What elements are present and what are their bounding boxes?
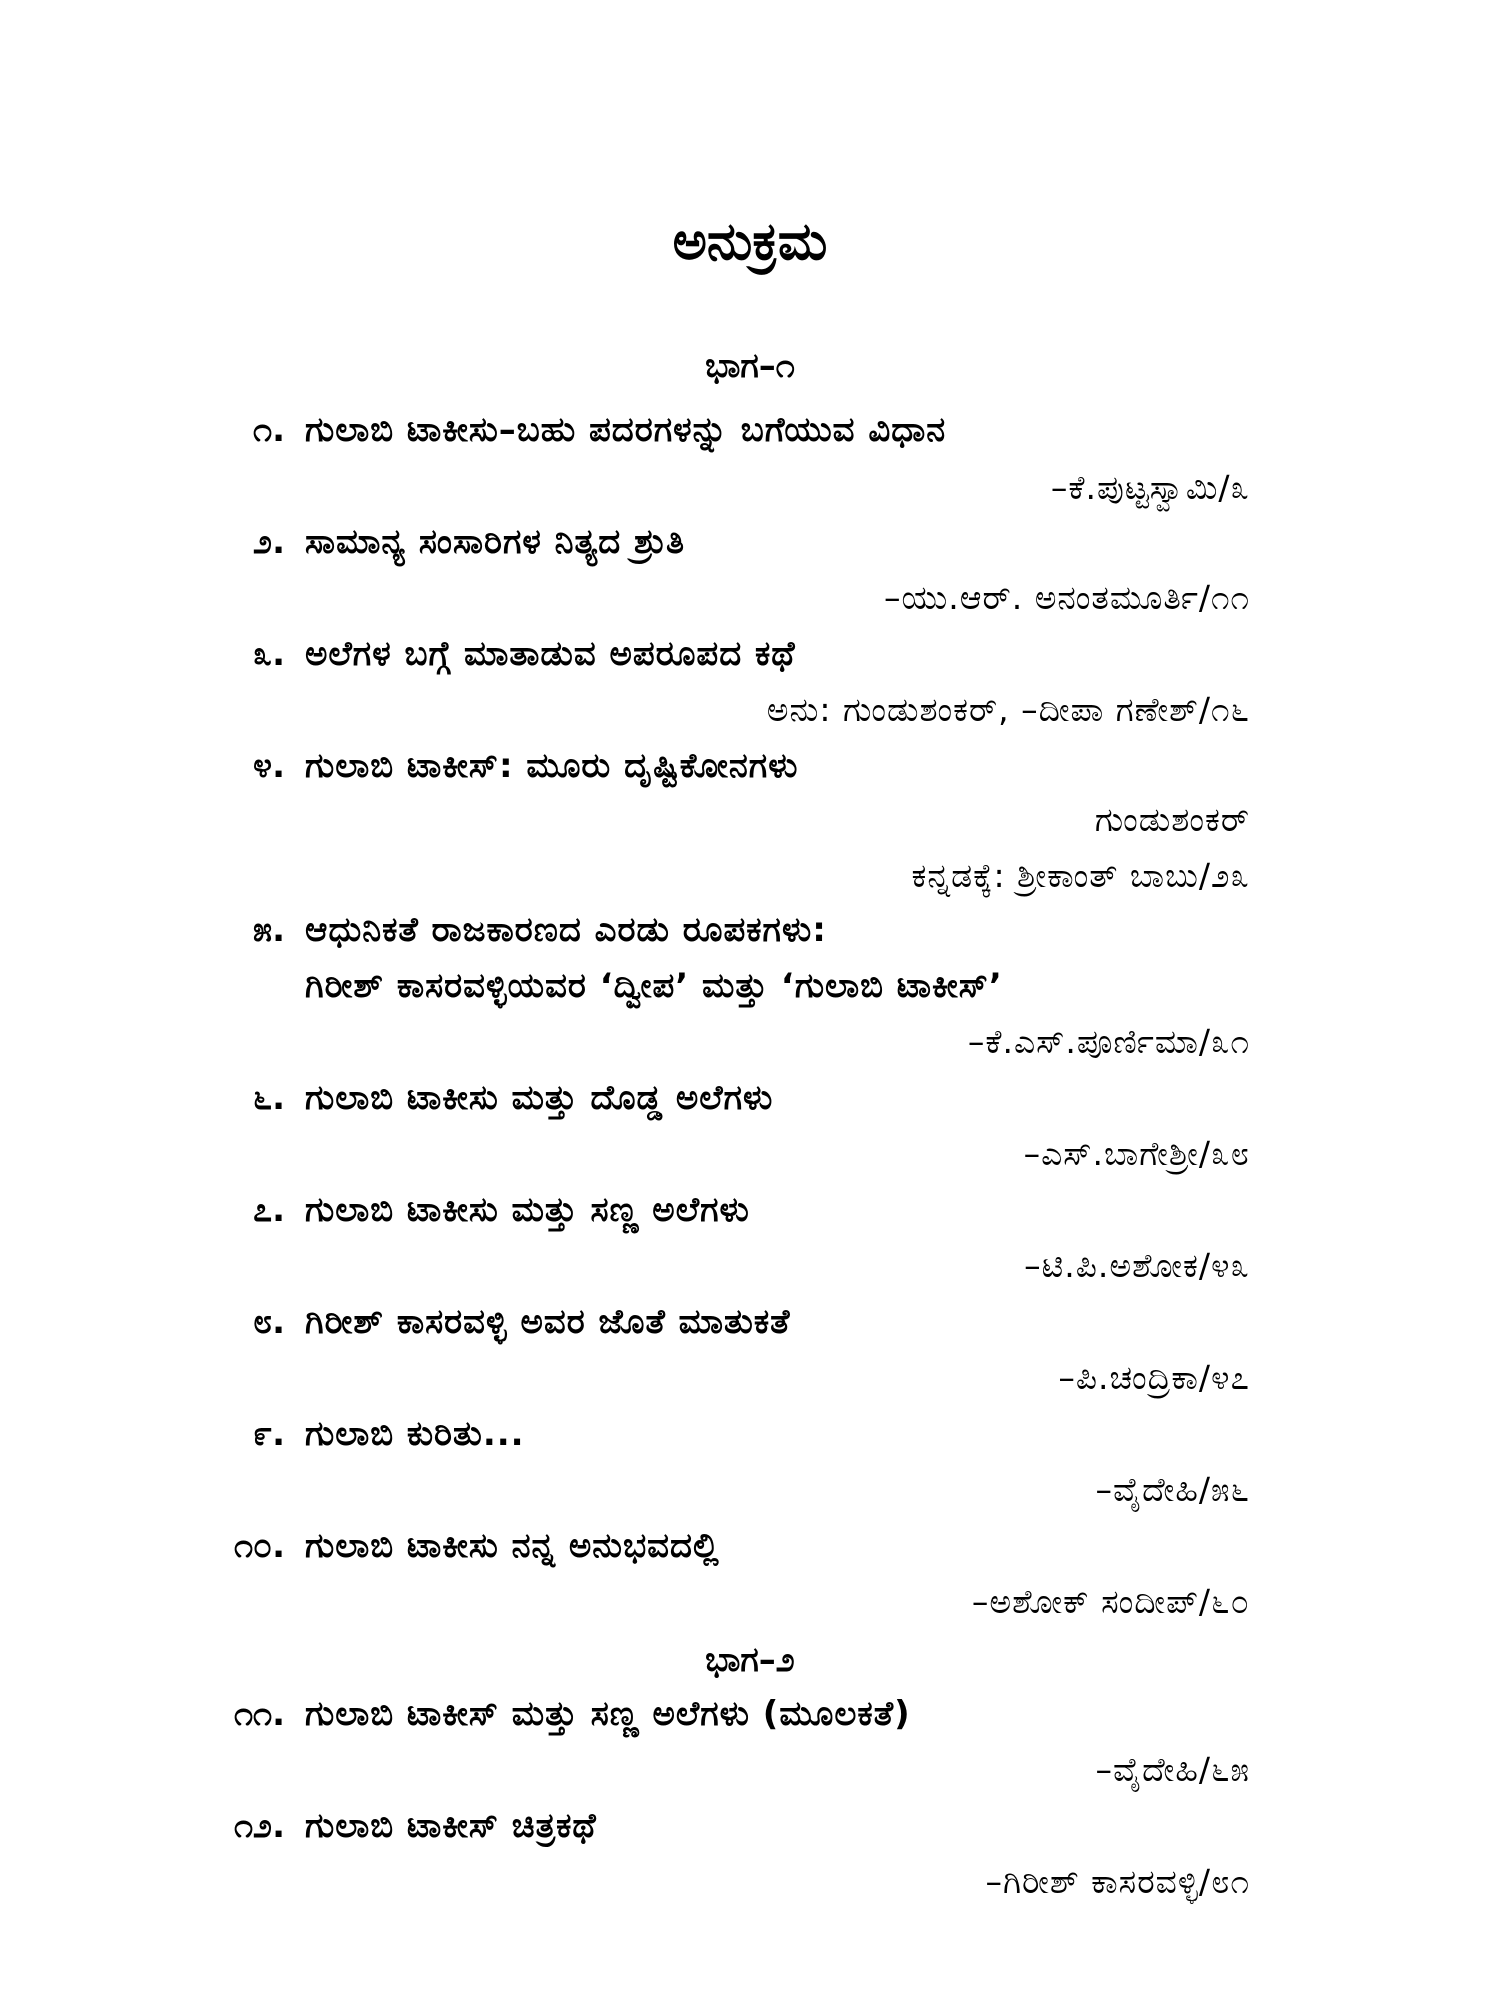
entry-number: ೧. bbox=[253, 410, 285, 450]
entry-title: ಗುಲಾಬಿ ಟಾಕೀಸು–ಬಹು ಪದರಗಳನ್ನು ಬಗೆಯುವ ವಿಧಾನ bbox=[305, 410, 947, 450]
entry-title: ಗುಲಾಬಿ ಟಾಕೀಸು ಮತ್ತು ದೊಡ್ಡ ಅಲೆಗಳು bbox=[305, 1078, 774, 1118]
entry-title: ಗುಲಾಬಿ ಟಾಕೀಸ್ ಮತ್ತು ಸಣ್ಣ ಅಲೆಗಳು (ಮೂಲಕತೆ) bbox=[305, 1694, 911, 1734]
part-heading-1: ಭಾಗ–೧ bbox=[705, 346, 795, 386]
entry-title: ಸಾಮಾನ್ಯ ಸಂಸಾರಿಗಳ ನಿತ್ಯದ ಶ್ರುತಿ bbox=[305, 522, 686, 562]
entry-author: –ವೈದೇಹಿ/೫೬ bbox=[1095, 1470, 1250, 1509]
part-heading-2: ಭಾಗ–೨ bbox=[705, 1640, 795, 1680]
entry-title: ಗಿರೀಶ್ ಕಾಸರವಳ್ಳಿ ಅವರ ಜೊತೆ ಮಾತುಕತೆ bbox=[305, 1302, 791, 1342]
entry-number: ೩. bbox=[253, 634, 285, 674]
entry-number: ೫. bbox=[253, 910, 285, 950]
entry-author: –ವೈದೇಹಿ/೬೫ bbox=[1095, 1750, 1250, 1789]
entry-number: ೧೨. bbox=[234, 1806, 285, 1846]
entry-author: –ಯು.ಆರ್. ಅನಂತಮೂರ್ತಿ/೧೧ bbox=[883, 578, 1250, 617]
entry-title: ಗುಲಾಬಿ ಟಾಕೀಸ್ ಚಿತ್ರಕಥೆ bbox=[305, 1806, 597, 1846]
entry-number: ೬. bbox=[253, 1078, 285, 1118]
entry-title: ಗುಲಾಬಿ ಟಾಕೀಸು ನನ್ನ ಅನುಭವದಲ್ಲಿ bbox=[305, 1526, 720, 1566]
entry-author: –ಕೆ.ಪುಟ್ಟಸ್ವಾಮಿ/೩ bbox=[1050, 468, 1250, 507]
entry-number: ೧೦. bbox=[234, 1526, 285, 1566]
entry-title: ಗುಲಾಬಿ ಟಾಕೀಸು ಮತ್ತು ಸಣ್ಣ ಅಲೆಗಳು bbox=[305, 1190, 750, 1230]
entry-author: –ಕೆ.ಎಸ್.ಪೂರ್ಣಿಮಾ/೩೧ bbox=[967, 1022, 1250, 1061]
entry-number: ೪. bbox=[253, 746, 285, 786]
entry-author: –ಪಿ.ಚಂದ್ರಿಕಾ/೪೭ bbox=[1058, 1358, 1250, 1397]
entry-number: ೮. bbox=[253, 1302, 285, 1342]
entry-author: –ಟಿ.ಪಿ.ಅಶೋಕ/೪೩ bbox=[1024, 1246, 1250, 1285]
entry-author: –ಅಶೋಕ್ ಸಂದೀಪ್/೬೦ bbox=[971, 1582, 1250, 1621]
entry-author: ಅನು: ಗುಂಡುಶಂಕರ್, –ದೀಪಾ ಗಣೇಶ್/೧೬ bbox=[766, 690, 1250, 729]
entry-title: ಗಿರೀಶ್ ಕಾಸರವಳ್ಳಿಯವರ ‘ದ್ವೀಪ’ ಮತ್ತು ‘ಗುಲಾಬಿ ಟಾಕೀಸ್’ bbox=[305, 966, 1003, 1006]
entry-title: ಗುಲಾಬಿ ಟಾಕೀಸ್: ಮೂರು ದೃಷ್ಟಿಕೋನಗಳು bbox=[305, 746, 799, 786]
entry-number: ೯. bbox=[253, 1414, 285, 1454]
entry-author: –ಎಸ್.ಬಾಗೇಶ್ರೀ/೩೮ bbox=[1023, 1134, 1250, 1173]
entry-author: ಕನ್ನಡಕ್ಕೆ: ಶ್ರೀಕಾಂತ್ ಬಾಬು/೨೩ bbox=[911, 856, 1250, 895]
page-title: ಅನುಕ್ರಮ bbox=[672, 212, 828, 272]
entry-number: ೨. bbox=[253, 522, 285, 562]
entry-author: –ಗಿರೀಶ್ ಕಾಸರವಳ್ಳಿ/೮೧ bbox=[985, 1862, 1250, 1901]
entry-number: ೭. bbox=[253, 1190, 285, 1230]
entry-title: ಆಧುನಿಕತೆ ರಾಜಕಾರಣದ ಎರಡು ರೂಪಕಗಳು: bbox=[305, 910, 827, 950]
entry-title: ಗುಲಾಬಿ ಕುರಿತು... bbox=[305, 1414, 525, 1454]
entry-title: ಅಲೆಗಳ ಬಗ್ಗೆ ಮಾತಾಡುವ ಅಪರೂಪದ ಕಥೆ bbox=[305, 634, 796, 674]
entry-number: ೧೧. bbox=[234, 1694, 285, 1734]
entry-author: ಗುಂಡುಶಂಕರ್ bbox=[1094, 800, 1250, 839]
